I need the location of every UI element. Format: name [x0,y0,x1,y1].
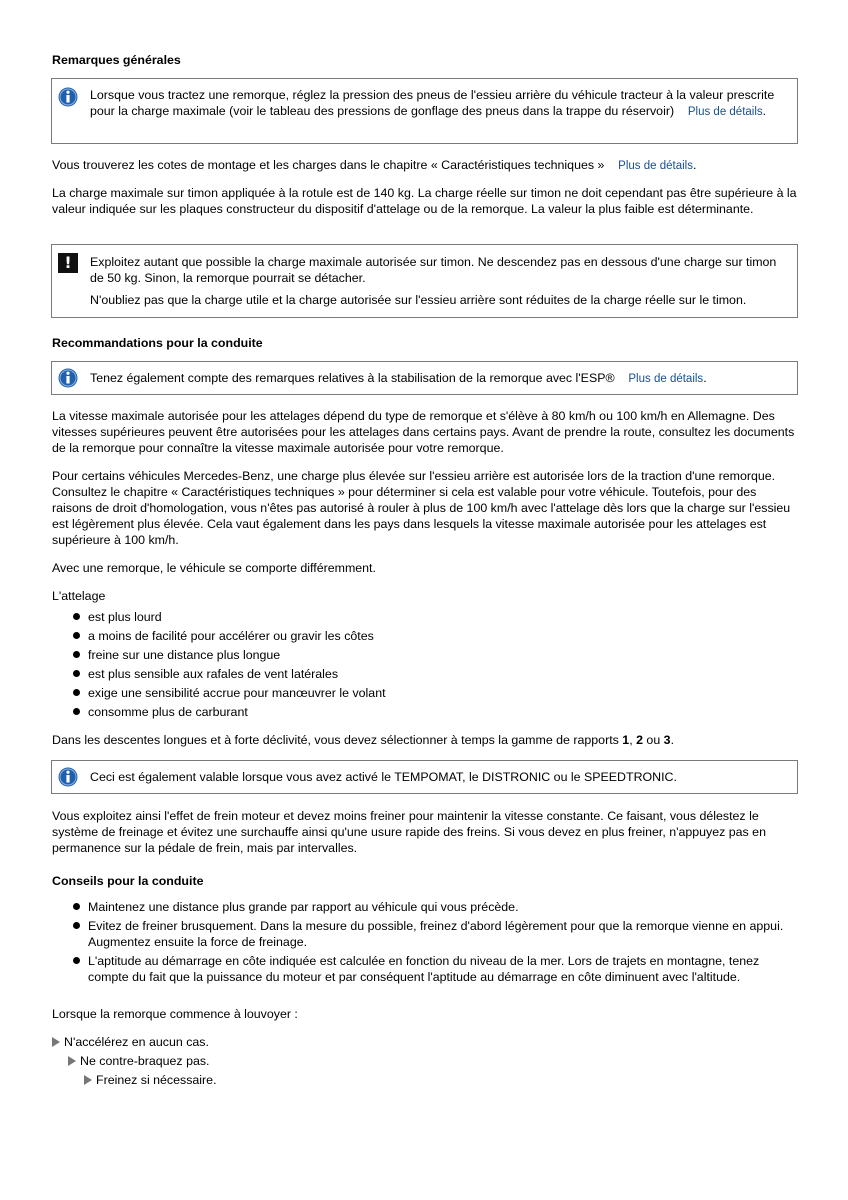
gear-3: 3 [663,733,671,747]
info-icon [58,767,78,787]
paragraph-specs-text: Vous trouverez les cotes de montage et les charges dans le chapitre « Caractéristiques techniques » [52,158,605,172]
step-text: N'accélérez en aucun cas. [64,1035,209,1049]
info-text-body: Lorsque vous tractez une remorque, réglez la pression des pneus de l'essieu arrière du véhicule tracteur à la valeur prescrite pour la charge maximale (voir le tableau des pressions de gonflage des pneus dans la trappe du réservoir) [90,88,775,118]
info-text: Lorsque vous tractez une remorque, réglez la pression des pneus de l'essieu arrière du véhicule tracteur à la valeur prescrite pour la charge maximale (voir le tableau des pressions de gonflage des pneus dans la trappe du réservoir) Plus de détails. [90,88,775,118]
paragraph-gear-range [52,732,797,748]
more-details-link[interactable]: Plus de détails [687,106,763,118]
step-arrow-icon [52,1037,60,1047]
warning-text-2: N'oubliez pas que la charge utile et la charge autorisée sur l'essieu arrière sont réduites de la charge réelle sur le timon. [90,293,747,307]
more-details-link[interactable]: Plus de détails [628,373,704,385]
heading-general-remarks: Remarques générales [52,53,181,67]
driving-tips-list [71,899,796,985]
paragraph-trailer-swerving: Lorsque la remorque commence à louvoyer : [52,1007,298,1021]
paragraph-combination: L'attelage [52,589,106,603]
info-icon [58,87,78,107]
gear-range-text: Dans les descentes longues et à forte déclivité, vous devez sélectionner à temps la gamme de rapports [52,733,623,747]
step-3 [84,1072,217,1088]
warning-icon: ! [58,253,78,273]
gear-2: 2 [636,733,643,747]
list-item: est plus sensible aux rafales de vent latérales [71,666,791,685]
list-item: freine sur une distance plus longue [71,647,791,666]
combination-properties-list [71,609,791,723]
gear-separator: ou [642,733,664,747]
heading-driving-recommendations: Recommandations pour la conduite [52,336,263,350]
step-1 [52,1034,209,1050]
info-box-cruise-control [51,760,798,794]
paragraph-rear-axle-load: Pour certains véhicules Mercedes-Benz, une charge plus élevée sur l'essieu arrière est autorisée lors de la traction d'une remorque. Consultez le chapitre « Caractéristiques techniques » pour déterminer si cela est valable pour votre véhicule. Toutefois, pour des raisons de droit d'homologation, vous n'êtes pas autorisé à rouler à plus de 100 km/h avec l'attelage dès lors que la charge sur l'essieu est légèrement plus élevée. Cela vaut également dans les pays dans lesquels la vitesse maximale autorisée pour les attelages est supérieure à 100 km/h. [52,469,791,547]
info-box-tire-pressure [51,78,798,144]
list-item: a moins de facilité pour accélérer ou gravir les côtes [71,628,791,647]
info-icon [58,368,78,388]
warning-text-1: Exploitez autant que possible la charge maximale autorisée sur timon. Ne descendez pas en dessous d'une charge sur timon de 50 kg. Sinon, la remorque pourrait se détacher. [90,255,777,285]
info-text-body: Tenez également compte des remarques relatives à la stabilisation de la remorque avec l'ESP® [90,371,615,385]
gear-separator: , [629,733,637,747]
list-item: Evitez de freiner brusquement. Dans la mesure du possible, freinez d'abord légèrement pour que la remorque vienne en appui. Augmentez ensuite la force de freinage. [71,918,796,950]
list-item: Maintenez une distance plus grande par rapport au véhicule qui vous précède. [71,899,796,915]
paragraph-tongue-load: La charge maximale sur timon appliquée à la rotule est de 140 kg. La charge réelle sur timon ne doit cependant pas être supérieure à la valeur indiquée sur les plaques constructeur du dispositif d'attelage ou de la remorque. La valeur la plus faible est déterminante. [52,186,797,216]
warning-box-tongue-load [51,244,798,318]
info-text: Ceci est également valable lorsque vous avez activé le TEMPOMAT, le DISTRONIC ou le SPEEDTRONIC. [90,770,677,784]
heading-driving-tips: Conseils pour la conduite [52,874,204,888]
step-arrow-icon [68,1056,76,1066]
step-text: Ne contre-braquez pas. [80,1054,210,1068]
gear-1: 1 [622,733,630,747]
step-arrow-icon [84,1075,92,1085]
step-2 [68,1053,210,1069]
paragraph-engine-braking: Vous exploitez ainsi l'effet de frein moteur et devez moins freiner pour maintenir la vitesse constante. Ce faisant, vous délestez le système de freinage et évitez une surchauffe ainsi qu'une usure rapide des freins. Si vous devez en plus freiner, n'appuyez pas en permanence sur la pédale de frein, mais par intervalles. [52,809,766,855]
paragraph-max-speed: La vitesse maximale autorisée pour les attelages dépend du type de remorque et s'élève à 80 km/h ou 100 km/h en Allemagne. Des vitesses supérieures peuvent être autorisées pour les attelages dans certains pays. Avant de prendre la route, consultez les documents de la remorque pour connaître la vitesse maximale autorisée pour votre remorque. [52,409,795,455]
more-details-link[interactable]: Plus de détails [618,160,693,172]
paragraph-behaviour: Avec une remorque, le véhicule se comporte différemment. [52,561,376,575]
paragraph-specs: Vous trouverez les cotes de montage et les charges dans le chapitre « Caractéristiques techniques » Plus de détails. [52,158,697,172]
list-item: exige une sensibilité accrue pour manœuvrer le volant [71,685,791,704]
info-text: Tenez également compte des remarques relatives à la stabilisation de la remorque avec l'ESP® Plus de détails. [90,371,707,385]
list-item: est plus lourd [71,609,791,628]
list-item: consomme plus de carburant [71,704,791,723]
info-box-esp [51,361,798,395]
list-item: L'aptitude au démarrage en côte indiquée est calculée en fonction du niveau de la mer. Lors de trajets en montagne, tenez compte du fait que la puissance du moteur et par conséquent l'aptitude au démarrage en côte diminuent avec l'altitude. [71,953,796,985]
gear-range-end: . [670,733,675,747]
step-text: Freinez si nécessaire. [96,1073,217,1087]
